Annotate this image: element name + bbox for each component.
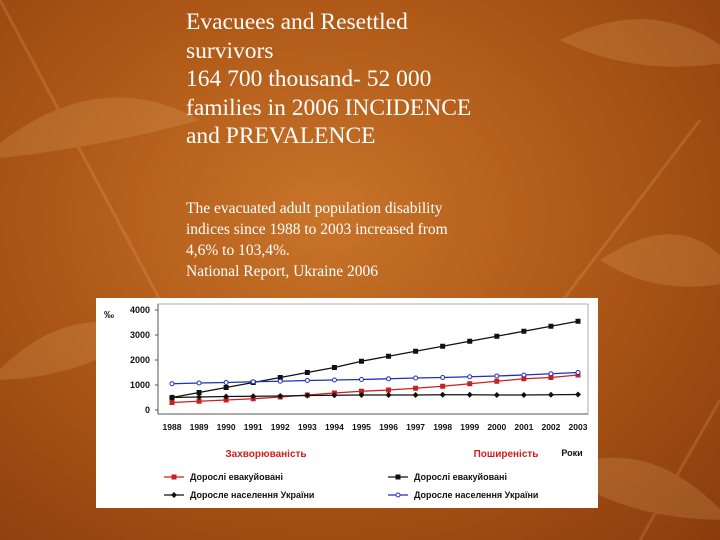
data-point <box>305 370 310 375</box>
data-point <box>413 349 418 354</box>
x-tick-label: 1997 <box>406 422 426 432</box>
data-point <box>467 339 472 344</box>
line-chart <box>96 298 598 508</box>
x-tick-label: 1990 <box>216 422 236 432</box>
subtitle-line: 4,6% to 103,4%. <box>186 242 290 259</box>
x-axis-label: Роки <box>561 448 583 458</box>
legend-marker <box>171 492 177 498</box>
data-point <box>386 392 392 398</box>
data-point <box>359 378 363 382</box>
data-point <box>548 392 554 398</box>
title-line: Evacuees and Resettled <box>186 9 408 35</box>
legend-marker <box>396 493 400 497</box>
slide-title <box>186 8 566 151</box>
data-point <box>197 381 201 385</box>
data-point <box>494 392 500 398</box>
data-point <box>575 392 581 398</box>
title-line: families in 2006 INCIDENCE <box>186 94 472 121</box>
y-tick-label: 1000 <box>129 380 150 390</box>
data-point <box>521 392 527 398</box>
y-tick-label: 3000 <box>129 330 150 340</box>
title-line: 164 700 thousand- 52 000 <box>186 66 432 92</box>
chart-panel <box>96 298 598 508</box>
data-point <box>224 385 229 390</box>
data-point <box>495 374 499 378</box>
x-tick-label: 1994 <box>324 422 344 432</box>
data-point <box>332 378 336 382</box>
data-point <box>170 395 175 400</box>
data-point <box>278 379 282 383</box>
data-point <box>440 392 446 398</box>
data-point <box>468 375 472 379</box>
x-tick-label: 2000 <box>487 422 507 432</box>
group-label-prevalence: Поширеність <box>473 449 539 460</box>
slide-subtitle <box>186 198 566 282</box>
group-label-incidence: Захворюваність <box>225 449 307 460</box>
data-point <box>467 381 472 386</box>
data-point <box>386 388 391 393</box>
subtitle-line: The evacuated adult population disability <box>186 200 443 217</box>
x-tick-label: 1992 <box>270 422 290 432</box>
data-point <box>359 359 364 364</box>
data-point <box>413 386 418 391</box>
y-tick-label: 0 <box>144 405 150 415</box>
title-line: and PREVALENCE <box>186 123 376 149</box>
data-point <box>548 324 553 329</box>
data-point <box>576 319 581 324</box>
data-point <box>170 400 175 405</box>
y-tick-label: 2000 <box>129 355 150 365</box>
title-line: survivors <box>186 37 274 64</box>
y-axis-label: ‰ <box>104 310 114 321</box>
legend-label: Доросле населення України <box>414 490 539 500</box>
data-point <box>224 381 228 385</box>
data-point <box>251 380 255 384</box>
data-point <box>494 334 499 339</box>
data-point <box>440 384 445 389</box>
data-point <box>521 329 526 334</box>
data-point <box>305 379 309 383</box>
legend-label: Дорослі евакуйовані <box>190 472 283 482</box>
legend-marker <box>396 475 401 480</box>
x-tick-label: 2003 <box>568 422 588 432</box>
legend-label: Доросле населення України <box>190 490 315 500</box>
y-tick-label: 4000 <box>129 305 150 315</box>
x-tick-label: 1996 <box>379 422 398 432</box>
subtitle-line: indices since 1988 to 2003 increased from <box>186 221 448 238</box>
data-point <box>440 344 445 349</box>
series-line <box>172 395 578 398</box>
data-point <box>387 377 391 381</box>
data-point <box>170 382 174 386</box>
data-point <box>549 372 553 376</box>
data-point <box>332 365 337 370</box>
legend-label: Дорослі евакуйовані <box>414 472 507 482</box>
x-tick-label: 2002 <box>541 422 561 432</box>
data-point <box>386 354 391 359</box>
data-point <box>414 376 418 380</box>
data-point <box>494 379 499 384</box>
data-point <box>413 392 419 398</box>
data-point <box>467 392 473 398</box>
data-point <box>197 390 202 395</box>
subtitle-line: National Report, Ukraine 2006 <box>186 263 378 280</box>
x-tick-label: 1991 <box>243 422 263 432</box>
x-tick-label: 1995 <box>352 422 371 432</box>
data-point <box>522 373 526 377</box>
x-tick-label: 2001 <box>514 422 534 432</box>
x-tick-label: 1999 <box>460 422 480 432</box>
data-point <box>441 376 445 380</box>
series-line <box>172 373 578 384</box>
data-point <box>576 371 580 375</box>
x-tick-label: 1993 <box>297 422 317 432</box>
x-tick-label: 1998 <box>433 422 453 432</box>
x-tick-label: 1989 <box>189 422 209 432</box>
series-line <box>172 321 578 397</box>
x-tick-label: 1988 <box>162 422 182 432</box>
legend-marker <box>172 475 177 480</box>
